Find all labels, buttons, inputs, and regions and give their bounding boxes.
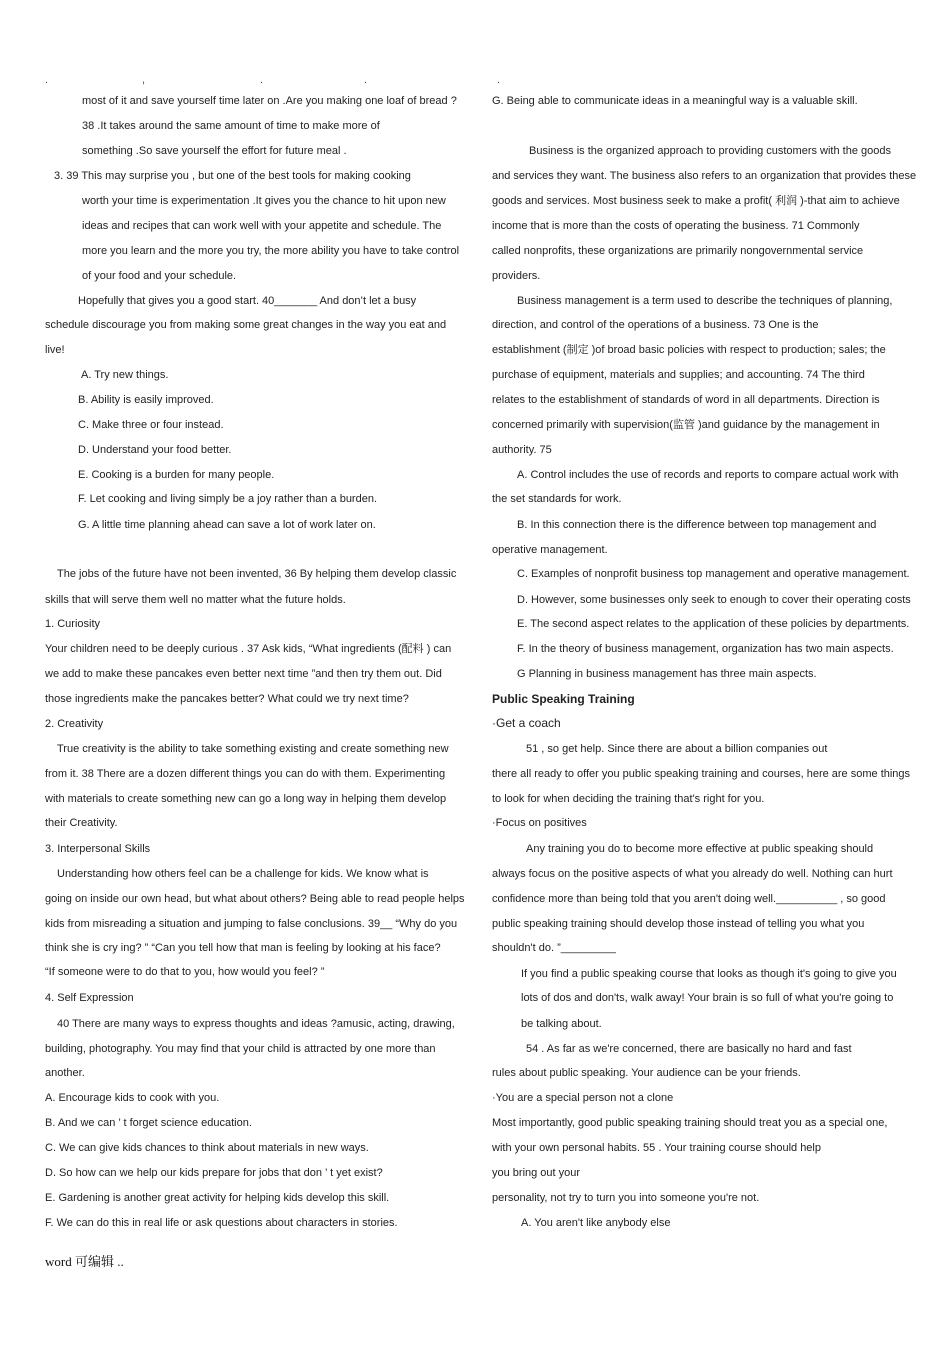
option: A. Control includes the use of records and reports to compare actual work with (517, 469, 899, 481)
text-line: concerned primarily with supervision(监管 )and guidance by the management in (492, 419, 880, 431)
option: G. A little time planning ahead can save a lot of work later on. (78, 519, 376, 531)
text-line: lots of dos and don'ts, walk away! Your brain is so full of what you're going to (521, 992, 894, 1004)
text-line: those ingredients make the pancakes better? What could we try next time? (45, 693, 409, 705)
text-line: be talking about. (521, 1018, 602, 1030)
text-line: with your own personal habits. 55 . Your training course should help (492, 1142, 821, 1154)
section-heading: ·Focus on positives (492, 817, 587, 829)
option: C. Make three or four instead. (78, 419, 224, 431)
option: E. The second aspect relates to the application of these policies by departments. (517, 618, 910, 630)
option: F. We can do this in real life or ask questions about characters in stories. (45, 1217, 398, 1229)
text-line: another. (45, 1067, 85, 1079)
text-line: The jobs of the future have not been invented, 36 By helping them develop classic (57, 568, 457, 580)
stray-dot: , (142, 74, 146, 86)
text-line: public speaking training should develop those instead of telling you what you (492, 918, 865, 930)
text-line: always focus on the positive aspects of what you already do well. Nothing can hurt (492, 868, 893, 880)
text-line: rules about public speaking. Your audience can be your friends. (492, 1067, 801, 1079)
text-line: worth your time is experimentation .It gives you the chance to hit upon new (82, 195, 446, 207)
section-heading: ·You are a special person not a clone (492, 1092, 674, 1104)
option: E. Cooking is a burden for many people. (78, 469, 275, 481)
text-line: skills that will serve them well no matter what the future holds. (45, 594, 346, 606)
text-line: building, photography. You may find that your child is attracted by one more than (45, 1043, 436, 1055)
section-heading: 4. Self Expression (45, 992, 134, 1004)
text-line: most of it and save yourself time later on .Are you making one loaf of bread ? (82, 95, 457, 107)
option: G Planning in business management has three main aspects. (517, 668, 817, 680)
text-line: establishment (制定 )of broad basic policies with respect to production; sales; the (492, 344, 886, 356)
text-line: True creativity is the ability to take something existing and create something new (57, 743, 449, 755)
text-line: authority. 75 (492, 444, 552, 456)
text-line: with materials to create something new can go a long way in helping them develop (45, 793, 447, 805)
option: C. Examples of nonprofit business top management and operative management. (517, 568, 910, 580)
text-line: schedule discourage you from making some great changes in the way you eat and (45, 319, 447, 331)
text-line: you bring out your (492, 1167, 581, 1179)
text-line: shouldn't do. ”_________ (492, 942, 616, 954)
text-line: their Creativity. (45, 817, 118, 829)
stray-dot: . (260, 74, 264, 86)
option: D. So how can we help our kids prepare for jobs that don ’ t yet exist? (45, 1167, 383, 1179)
text-line: 40 There are many ways to express thoughts and ideas ?amusic, acting, drawing, (57, 1018, 455, 1030)
text-line: goods and services. Most business seek to make a profit( 利润 )-that aim to achieve (492, 195, 900, 207)
text-line: Most importantly, good public speaking training should treat you as a special one, (492, 1117, 888, 1129)
stray-dot: . (364, 74, 368, 86)
text-line: called nonprofits, these organizations are primarily nongovernmental service (492, 245, 864, 257)
option: C. We can give kids chances to think about materials in new ways. (45, 1142, 369, 1154)
text-line: Your children need to be deeply curious . 37 Ask kids, “What ingredients (配料 ) can (45, 643, 452, 655)
footer-note: word 可编辑 .. (45, 1254, 124, 1269)
text-line: income that is more than the costs of operating the business. 71 Commonly (492, 220, 860, 232)
text-line: Business management is a term used to describe the techniques of planning, (517, 295, 893, 307)
text-line: Hopefully that gives you a good start. 40_______ And don’t let a busy (78, 295, 417, 307)
option: G. Being able to communicate ideas in a meaningful way is a valuable skill. (492, 95, 858, 107)
text-line: 51 , so get help. Since there are about a billion companies out (526, 743, 828, 755)
text-line: 3. 39 This may surprise you , but one of the best tools for making cooking (54, 170, 411, 182)
text-line: going on inside our own head, but what about others? Being able to read people helps (45, 893, 465, 905)
text-line: we add to make these pancakes even better next time ”and then try them out. Did (45, 668, 442, 680)
option: operative management. (492, 544, 608, 556)
text-line: “If someone were to do that to you, how would you feel? ” (45, 966, 325, 978)
option: A. You aren't like anybody else (521, 1217, 671, 1229)
option: A. Try new things. (81, 369, 169, 381)
text-line: there all ready to offer you public speaking training and courses, here are some things (492, 768, 911, 780)
option: F. Let cooking and living simply be a joy rather than a burden. (78, 493, 378, 505)
text-line: from it. 38 There are a dozen different things you can do with them. Experimenting (45, 768, 446, 780)
section-heading: ·Get a coach (492, 716, 561, 730)
text-line: If you find a public speaking course that looks as though it's going to give you (521, 968, 897, 980)
text-line: Understanding how others feel can be a challenge for kids. We know what is (57, 868, 429, 880)
text-line: personality, not try to turn you into someone you're not. (492, 1192, 760, 1204)
article-title: Public Speaking Training (492, 692, 635, 706)
option: B. Ability is easily improved. (78, 394, 214, 406)
option: B. In this connection there is the difference between top management and (517, 519, 877, 531)
text-line: and services they want. The business also refers to an organization that provides these (492, 170, 917, 182)
text-line: to look for when deciding the training that's right for you. (492, 793, 765, 805)
section-heading: 3. Interpersonal Skills (45, 843, 151, 855)
option: A. Encourage kids to cook with you. (45, 1092, 220, 1104)
text-line: live! (45, 344, 65, 356)
text-line: Any training you do to become more effective at public speaking should (526, 843, 874, 855)
text-line: confidence more than being told that you aren't doing well.__________ , so good (492, 893, 886, 905)
text-line: direction, and control of the operations of a business. 73 One is the (492, 319, 819, 331)
text-line: Business is the organized approach to providing customers with the goods (529, 145, 891, 157)
text-line: relates to the establishment of standards of word in all departments. Direction is (492, 394, 880, 406)
option: the set standards for work. (492, 493, 622, 505)
text-line: ideas and recipes that can work well with your appetite and schedule. The (82, 220, 442, 232)
text-line: more you learn and the more you try, the more ability you have to take control (82, 245, 460, 257)
option: D. However, some businesses only seek to enough to cover their operating costs (517, 594, 911, 606)
text-line: kids from misreading a situation and jumping to false conclusions. 39__ “Why do you (45, 918, 458, 930)
text-line: purchase of equipment, materials and supplies; and accounting. 74 The third (492, 369, 865, 381)
section-heading: 2. Creativity (45, 718, 104, 730)
section-heading: 1. Curiosity (45, 618, 101, 630)
option: B. And we can ’ t forget science education. (45, 1117, 252, 1129)
stray-dot: . (497, 74, 501, 86)
text-line: 38 .It takes around the same amount of time to make more of (82, 120, 380, 132)
option: F. In the theory of business management, organization has two main aspects. (517, 643, 894, 655)
text-line: of your food and your schedule. (82, 270, 237, 282)
text-line: providers. (492, 270, 541, 282)
text-line: something .So save yourself the effort for future meal . (82, 145, 347, 157)
text-line: think she is cry ing? ” “Can you tell how that man is feeling by looking at his face? (45, 942, 441, 954)
text-line: 54 . As far as we're concerned, there are basically no hard and fast (526, 1043, 852, 1055)
option: E. Gardening is another great activity for helping kids develop this skill. (45, 1192, 390, 1204)
option: D. Understand your food better. (78, 444, 232, 456)
stray-dot: . (45, 74, 49, 86)
